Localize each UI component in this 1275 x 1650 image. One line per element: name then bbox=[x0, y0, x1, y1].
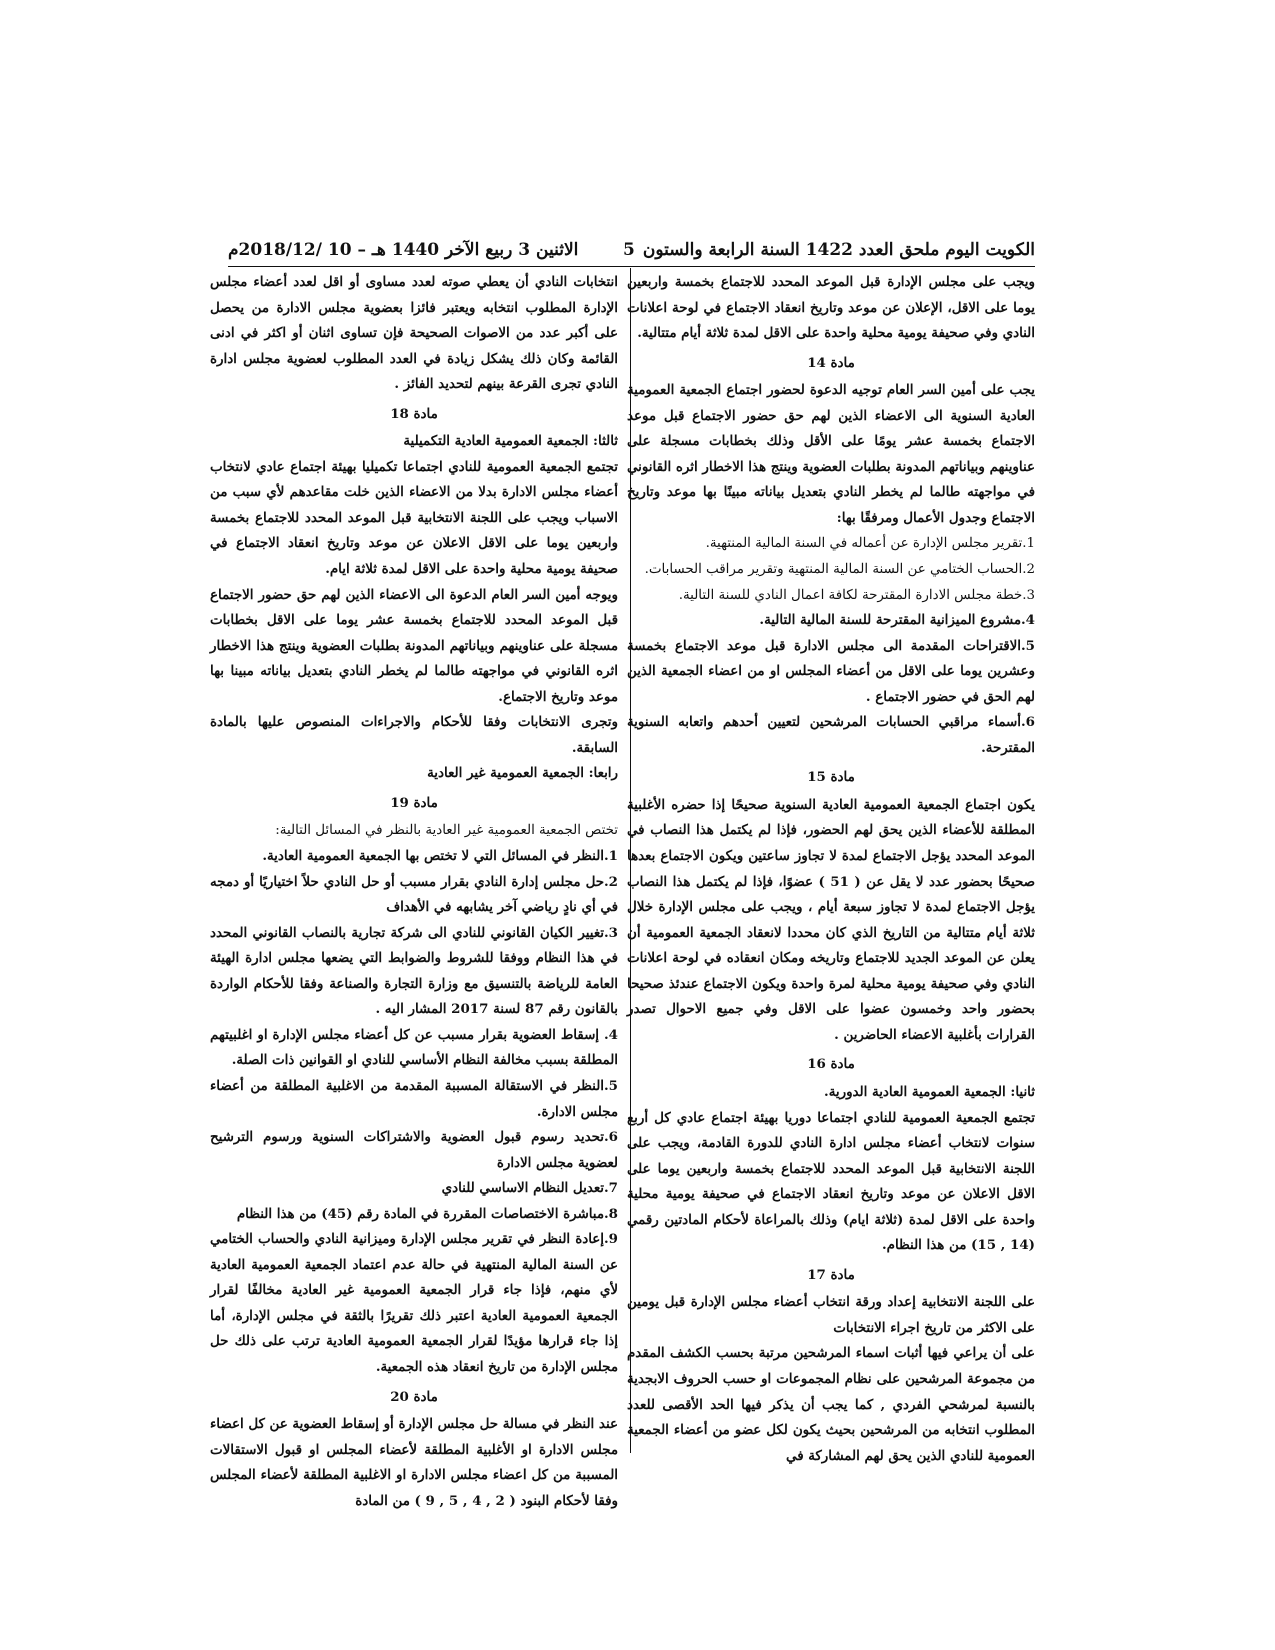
paragraph: على أن يراعي فيها أثبات اسماء المرشحين مرتبة بحسب الكشف المقدم من مجموعة المرشحين على نظام المجموعات او حسب الحروف الابجدية بالنسبة لمرشحي الفردي , كما يجب أن يذكر فيها الحد الأقصى للعدد المطلوب انتخابه من المرشحين بحيث يكون لكل عضو من أعضاء الجمعية العمومية للنادي الذين يحق لهم المشاركة في bbox=[627, 1345, 1035, 1464]
article-heading-15: مادة 15 bbox=[807, 769, 855, 786]
section-subheading: رابعا: الجمعية العمومية غير العادية bbox=[427, 765, 618, 782]
paragraph: يجب على أمين السر العام توجيه الدعوة لحضور اجتماع الجمعية العمومية العادية السنوية الى الاعضاء الذين لهم حق حضور الاجتماع قبل موعد الاجتماع بخمسة عشر يومًا على الأقل وذلك بخطابات مسجلة على عناوينهم وبياناتهم المدونة بطلبات العضوية وينتج هذا الاخطار اثره القانوني في مواجهته طالما لم يخطر النادي بتعديل بياناته مبينًا بها موعد وتاريخ الاجتماع وجدول الأعمال ومرفقًا بها: bbox=[627, 382, 1035, 526]
right-column bbox=[627, 270, 1035, 1469]
article-heading-14: مادة 14 bbox=[807, 354, 855, 371]
list-item: 6.تحديد رسوم قبول العضوية والاشتراكات السنوية ورسوم الترشيح لعضوية مجلس الادارة bbox=[210, 1129, 618, 1171]
paragraph: ويجب على مجلس الإدارة قبل الموعد المحدد للاجتماع بخمسة واربعين يوما على الاقل، الإعلان عن موعد وتاريخ انعقاد الاجتماع في لوحة اعلانات النادي وفي صحيفة يومية محلية واحدة على الاقل لمدة ثلاثة أيام متتالية. bbox=[627, 274, 1035, 342]
paragraph: عند النظر في مسالة حل مجلس الإدارة أو إسقاط العضوية عن كل اعضاء مجلس الادارة او الأغلبية المطلقة لأعضاء المجلس او قبول الاستقالات المسببة من كل اعضاء مجلس الادارة او الاغلبية المطلقة لأعضاء المجلس وفقا لأحكام البنود ( 2 , 4 , 5 , 9 ) من المادة bbox=[210, 1416, 618, 1509]
paragraph: يكون اجتماع الجمعية العمومية العادية السنوية صحيحًا إذا حضره الأغلبية المطلقة للأعضاء الذين يحق لهم الحضور، فإذا لم يكتمل هذا النصاب في الموعد المحدد يؤجل الاجتماع لمدة لا تجاوز ساعتين ويكون الاجتماع بعدها صحيحًا بحضور عدد لا يقل عن ( 51 ) عضوًا، فإذا لم يكتمل هذا النصاب يؤجل الاجتماع لمدة لا تجاوز سبعة أيام ، ويجب على مجلس الإدارة خلال ثلاثة أيام متتالية من التاريخ الذي كان محددا لانعقاد الجمعية العمومية أن يعلن عن الموعد الجديد للاجتماع وتاريخه ومكان انعقاده في لوحة اعلانات النادي وفي صحيفة يومية محلية لمرة واحدة ويكون الاجتماع عندئذ صحيحا بحضور واحد وخمسون عضوا على الاقل وفي جميع الاحوال تصدر القرارات بأغلبية الاعضاء الحاضرين . bbox=[627, 796, 1036, 1043]
list-item: 4. إسقاط العضوية بقرار مسبب عن كل أعضاء مجلس الإدارة او اغلبيتهم المطلقة بسبب مخالفة النظام الأساسي للنادي او القوانين ذات الصلة. bbox=[210, 1026, 618, 1069]
paragraph: انتخابات النادي أن يعطي صوته لعدد مساوى أو اقل لعدد أعضاء مجلس الإدارة المطلوب انتخابه ويعتبر فائزا بعضوية مجلس الادارة من يحصل على أكبر عدد من الاصوات الصحيحة فإن تساوى اثنان أو اكثر في ادنى القائمة وكان ذلك يشكل زيادة في العدد المطلوب لعضوية مجلس ادارة النادي تجرى القرعة بينهم لتحديد الفائز . bbox=[210, 274, 618, 393]
list-item: 9.إعادة النظر في تقرير مجلس الإدارة وميزانية النادي والحساب الختامي عن السنة المالية المنتهية في حالة عدم اعتماد الجمعية العمومية العادية لأي منهم، فإذا جاء قرار الجمعية العمومية غير العادية مخالفًا لقرار الجمعية العمومية العادية اعتبر ذلك تقريرًا بالثقة في مجلس الإدارة، أما إذا جاء قرارها مؤيدًا لقرار الجمعية العمومية العادية ترتب على ذلك حل مجلس الإدارة من تاريخ انعقاد هذه الجمعية. bbox=[210, 1231, 618, 1375]
paragraph: تختص الجمعية العمومية غير العادية بالنظر في المسائل التالية: bbox=[275, 823, 618, 839]
list-item: 7.تعديل النظام الاساسي للنادي bbox=[441, 1180, 618, 1197]
list-item: 1.تقرير مجلس الإدارة عن أعماله في السنة المالية المنتهية. bbox=[705, 536, 1035, 552]
list-item: 1.النظر في المسائل التي لا تختص بها الجمعية العمومية العادية. bbox=[262, 848, 618, 865]
list-item: 2.حل مجلس إدارة النادي بقرار مسبب أو حل النادي حلاً اختياريًا أو دمجه في أي نادٍ رياضي آخر يشابهه في الأهداف bbox=[210, 873, 618, 916]
header-publication: الكويت اليوم ملحق العدد 1422 السنة الرابعة والستون bbox=[642, 240, 1035, 260]
paragraph: على اللجنة الانتخابية إعداد ورقة انتخاب أعضاء مجلس الإدارة قبل يومين على الاكثر من تاريخ اجراء الانتخابات bbox=[627, 1294, 1035, 1336]
article-heading-18: مادة 18 bbox=[390, 405, 438, 422]
left-column bbox=[210, 270, 618, 1514]
list-item: 6.أسماء مراقبي الحسابات المرشحين لتعيين أحدهم واتعابه السنوية المقترحة. bbox=[627, 714, 1035, 756]
paragraph: وتجرى الانتخابات وفقا للأحكام والاجراءات المنصوص عليها بالمادة السابقة. bbox=[210, 714, 618, 756]
page-header bbox=[228, 238, 1035, 267]
list-item: 3.تغيير الكيان القانوني للنادي الى شركة تجارية بالنصاب القانوني المحدد في هذا النظام ووفقا للشروط والضوابط التي يضعها مجلس ادارة الهيئة العامة للرياضة بالتنسيق مع وزارة التجارة والصناعة وفقا للأحكام الواردة بالقانون رقم 87 لسنة 2017 المشار اليه . bbox=[210, 924, 618, 1018]
article-heading-20: مادة 20 bbox=[390, 1388, 438, 1405]
list-item: 8.مباشرة الاختصاصات المقررة في المادة رقم (45) من هذا النظام bbox=[236, 1205, 618, 1222]
article-heading-16: مادة 16 bbox=[807, 1056, 855, 1073]
list-item: 2.الحساب الختامي عن السنة المالية المنتهية وتقرير مراقب الحسابات. bbox=[644, 562, 1035, 578]
article-heading-19: مادة 19 bbox=[390, 794, 438, 811]
page-number: 5 bbox=[623, 240, 635, 260]
list-item: 3.خطة مجلس الادارة المقترحة لكافة اعمال النادي للسنة التالية. bbox=[678, 587, 1035, 603]
header-date: الاثنين 3 ربيع الآخر 1440 هـ – 10 /2018/12م bbox=[228, 240, 579, 260]
list-item: 4.مشروع الميزانية المقترحة للسنة المالية التالية. bbox=[759, 612, 1035, 629]
list-item: 5.النظر في الاستقالة المسببة المقدمة من الاغلبية المطلقة من أعضاء مجلس الادارة. bbox=[210, 1077, 618, 1120]
paragraph: تجتمع الجمعية العمومية للنادي اجتماعا تكميليا بهيئة اجتماع عادي لانتخاب أعضاء مجلس الادارة بدلا من الاعضاء الذين خلت مقاعدهم لأي سبب من الاسباب ويجب على اللجنة الانتخابية قبل الموعد المحدد للاجتماع بخمسة واربعين يوما على الاقل الاعلان عن موعد وتاريخ انعقاد الاجتماع في صحيفة يومية محلية واحدة على الاقل لمدة ثلاثة ايام. bbox=[210, 458, 618, 578]
section-subheading: ثانيا: الجمعية العمومية العادية الدورية. bbox=[824, 1083, 1035, 1100]
paragraph: ويوجه أمين السر العام الدعوة الى الاعضاء الذين لهم حق حضور الاجتماع قبل الموعد المحدد للاجتماع بخمسة عشر يوما على الاقل بخطابات مسجلة على عناوينهم وبياناتهم المدونة بطلبات العضوية وينتج هذا الاخطار اثره القانوني في مواجهته طالما لم يخطر النادي بتعديل بياناته مبينا بها موعد وتاريخ الاجتماع. bbox=[210, 586, 618, 705]
list-item: 5.الاقتراحات المقدمة الى مجلس الادارة قبل موعد الاجتماع بخمسة وعشرين يوما على الاقل من أعضاء المجلس او من اعضاء الجمعية الذين لهم الحق في حضور الاجتماع . bbox=[627, 637, 1035, 705]
article-heading-17: مادة 17 bbox=[807, 1266, 855, 1283]
section-subheading: ثالثا: الجمعية العمومية العادية التكميلية bbox=[403, 433, 618, 450]
paragraph: تجتمع الجمعية العمومية للنادي اجتماعا دوريا بهيئة اجتماع عادي كل أربع سنوات لانتخاب أعضاء مجلس ادارة النادي للدورة القادمة، ويجب على اللجنة الانتخابية قبل الموعد المحدد للاجتماع بخمسة واربعين يوما على الاقل الاعلان عن موعد وتاريخ انعقاد الاجتماع في صحيفة يومية محلية واحدة على الاقل لمدة (ثلاثة ايام) وذلك بالمراعاة لأحكام المادتين رقمي (14 , 15) من هذا النظام. bbox=[627, 1109, 1035, 1254]
